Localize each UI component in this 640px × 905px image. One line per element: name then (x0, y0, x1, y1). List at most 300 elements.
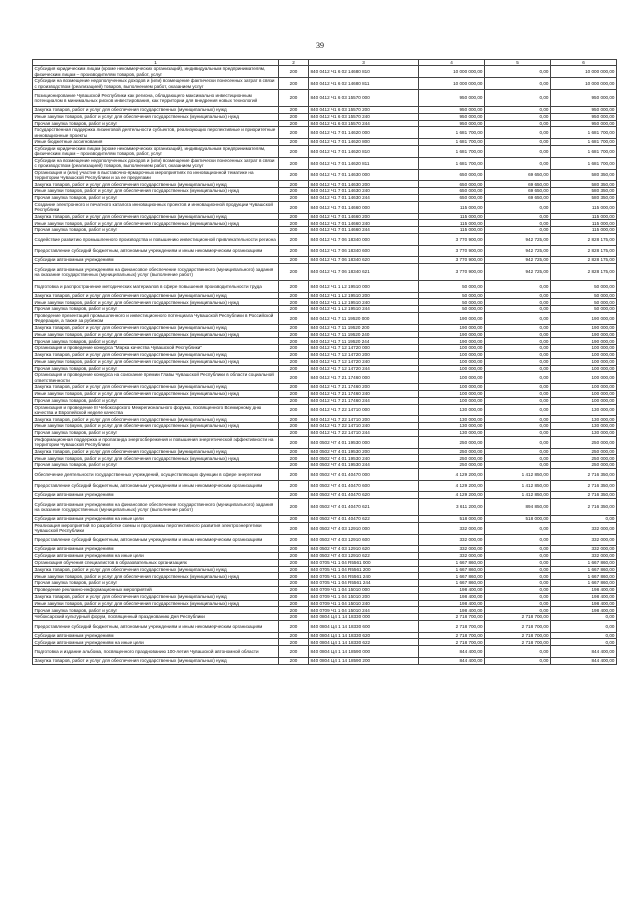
row-code: 200 (279, 492, 309, 499)
row-description: Закупка товаров, работ и услуг для обеспечения государственных (муниципальных) нужд (33, 384, 279, 391)
row-amount-remaining: 198 400,00 (551, 607, 617, 614)
table-row (33, 245, 617, 257)
row-budget-classification: 840 0804 Ц4 1 14 18330 000 (309, 614, 419, 621)
row-description: Закупка товаров, работ и услуг для обеспечения государственных (муниципальных) нужд (33, 416, 279, 423)
table-row (33, 455, 617, 462)
row-code: 200 (279, 397, 309, 404)
row-amount-executed: 0,00 (485, 580, 551, 587)
row-description: Субсидии автономным учреждениям на иные цели (33, 553, 279, 560)
row-amount-total: 332 000,00 (419, 534, 485, 546)
row-amount-total: 1 667 860,00 (419, 559, 485, 566)
row-amount-total: 2 718 700,00 (419, 639, 485, 646)
row-budget-classification: 840 0412 Ч1 7 01 14660 240 (309, 220, 419, 227)
row-amount-executed: 0,00 (485, 227, 551, 234)
row-amount-executed: 0,00 (485, 352, 551, 359)
row-budget-classification: 840 0502 Ч7 4 03 12910 620 (309, 546, 419, 553)
row-amount-executed: 1 412 850,00 (485, 492, 551, 499)
row-budget-classification: 840 0502 Ч7 4 01 40470 600 (309, 480, 419, 492)
row-code: 200 (279, 469, 309, 481)
row-amount-remaining: 198 400,00 (551, 587, 617, 594)
table-row (33, 480, 617, 492)
row-budget-classification: 840 0412 Ч1 6 02 14680 810 (309, 66, 419, 78)
row-amount-remaining: 0,00 (551, 516, 617, 523)
row-budget-classification: 840 0412 Ч1 7 01 14620 800 (309, 139, 419, 146)
row-amount-total: 115 000,00 (419, 213, 485, 220)
table-row (33, 587, 617, 594)
table-row (33, 534, 617, 546)
row-amount-total: 332 000,00 (419, 553, 485, 560)
row-description: Субсидии автономным учреждениям на иные цели (33, 639, 279, 646)
row-budget-classification: 840 0709 Ч1 1 04 15010 244 (309, 607, 419, 614)
row-amount-remaining: 198 400,00 (551, 593, 617, 600)
row-amount-remaining: 250 000,00 (551, 462, 617, 469)
row-amount-executed: 0,00 (485, 299, 551, 306)
row-amount-executed: 0,00 (485, 66, 551, 78)
row-amount-remaining: 2 716 350,00 (551, 492, 617, 499)
row-amount-executed: 69 650,00 (485, 188, 551, 195)
row-amount-executed: 0,00 (485, 281, 551, 293)
row-description: Прочая закупка товаров, работ и услуг (33, 306, 279, 313)
row-budget-classification: 840 0412 Ч1 7 22 14710 000 (309, 404, 419, 416)
row-amount-remaining: 0,00 (551, 620, 617, 632)
row-amount-total: 844 400,00 (419, 657, 485, 664)
row-amount-total: 50 000,00 (419, 306, 485, 313)
row-description: Субсидии автономным учреждениям на финансовое обеспечение государственного (муниципального) задания на оказание государственных (муниципальных) услуг (выполнение работ) (33, 499, 279, 516)
table-row (33, 462, 617, 469)
row-description: Закупка товаров, работ и услуг для обеспечения государственных (муниципальных) нужд (33, 593, 279, 600)
column-header: 3 (309, 60, 419, 66)
row-amount-total: 4 129 200,00 (419, 480, 485, 492)
table-row (33, 469, 617, 481)
row-amount-remaining: 0,00 (551, 639, 617, 646)
row-amount-executed: 0,00 (485, 593, 551, 600)
row-code: 200 (279, 227, 309, 234)
row-amount-remaining: 1 667 860,00 (551, 580, 617, 587)
row-amount-executed: 0,00 (485, 404, 551, 416)
row-amount-remaining: 10 000 000,00 (551, 78, 617, 90)
row-amount-executed: 0,00 (485, 313, 551, 325)
row-budget-classification: 840 0412 Ч1 6 03 15570 200 (309, 107, 419, 114)
row-description: Прочая закупка товаров, работ и услуг (33, 430, 279, 437)
row-budget-classification: 840 0412 Ч1 7 01 14630 000 (309, 169, 419, 181)
row-amount-executed: 0,00 (485, 462, 551, 469)
row-amount-executed: 0,00 (485, 553, 551, 560)
row-amount-total: 190 000,00 (419, 324, 485, 331)
row-description: Закупка товаров, работ и услуг для обеспечения государственных (муниципальных) нужд (33, 324, 279, 331)
row-amount-executed: 942 725,00 (485, 264, 551, 281)
row-description: Обеспечение деятельности государственных учреждений, осуществляющих функции в сфере энергетики (33, 469, 279, 481)
row-budget-classification: 840 0804 Ц4 1 14 18330 600 (309, 620, 419, 632)
row-amount-remaining: 2 716 350,00 (551, 469, 617, 481)
row-amount-total: 1 681 700,00 (419, 139, 485, 146)
row-amount-executed: 0,00 (485, 423, 551, 430)
row-code: 200 (279, 600, 309, 607)
row-amount-remaining: 1 681 700,00 (551, 139, 617, 146)
row-budget-classification: 840 0705 Ч1 1 04 R5561 200 (309, 566, 419, 573)
row-description: Закупка товаров, работ и услуг для обеспечения государственных (муниципальных) нужд (33, 181, 279, 188)
row-amount-remaining: 10 000 000,00 (551, 66, 617, 78)
row-amount-total: 190 000,00 (419, 338, 485, 345)
row-description: Иные закупки товаров, работ и услуг для обеспечения государственных (муниципальных) нужд (33, 331, 279, 338)
row-amount-total: 130 000,00 (419, 404, 485, 416)
row-amount-remaining: 580 350,00 (551, 188, 617, 195)
table-row (33, 120, 617, 127)
row-budget-classification: 840 0502 Ч7 4 01 40470 621 (309, 499, 419, 516)
row-amount-total: 250 000,00 (419, 448, 485, 455)
row-budget-classification: 840 0502 Ч7 4 03 12910 600 (309, 534, 419, 546)
row-code: 200 (279, 522, 309, 534)
row-amount-total: 190 000,00 (419, 331, 485, 338)
row-budget-classification: 840 0412 Ч1 7 06 18340 600 (309, 245, 419, 257)
column-header: 5 (485, 60, 551, 66)
row-code: 200 (279, 423, 309, 430)
row-budget-classification: 840 0804 Ц4 1 14 18590 000 (309, 646, 419, 658)
row-amount-remaining: 844 400,00 (551, 646, 617, 658)
row-amount-total: 2 718 700,00 (419, 614, 485, 621)
row-amount-remaining: 190 000,00 (551, 313, 617, 325)
row-code: 200 (279, 639, 309, 646)
row-budget-classification: 840 0412 Ч1 7 12 14720 240 (309, 358, 419, 365)
row-amount-executed: 2 718 700,00 (485, 639, 551, 646)
row-amount-remaining: 115 000,00 (551, 227, 617, 234)
row-description: Организация обучения специалистов в образовательных организациях (33, 559, 279, 566)
budget-table (32, 59, 617, 665)
row-code: 200 (279, 480, 309, 492)
row-amount-remaining: 332 000,00 (551, 546, 617, 553)
row-description: Подготовка и распространение методических материалов в сфере повышения производительности труда (33, 281, 279, 293)
row-amount-total: 2 718 700,00 (419, 632, 485, 639)
row-amount-executed: 0,00 (485, 306, 551, 313)
row-description: Закупка товаров, работ и услуг для обеспечения государственных (муниципальных) нужд (33, 292, 279, 299)
table-row (33, 234, 617, 246)
row-amount-total: 950 000,00 (419, 120, 485, 127)
row-budget-classification: 840 0412 Ч1 7 21 17460 200 (309, 384, 419, 391)
table-row (33, 397, 617, 404)
row-amount-remaining: 580 350,00 (551, 169, 617, 181)
row-amount-total: 650 000,00 (419, 188, 485, 195)
row-amount-remaining: 332 000,00 (551, 553, 617, 560)
row-code: 200 (279, 292, 309, 299)
row-amount-total: 130 000,00 (419, 430, 485, 437)
table-row (33, 157, 617, 169)
table-row (33, 264, 617, 281)
row-amount-remaining: 190 000,00 (551, 338, 617, 345)
table-row (33, 324, 617, 331)
row-code: 200 (279, 372, 309, 384)
row-amount-remaining: 1 667 860,00 (551, 566, 617, 573)
row-amount-remaining: 115 000,00 (551, 213, 617, 220)
table-row (33, 391, 617, 398)
row-budget-classification: 840 0412 Ч1 7 11 19520 200 (309, 324, 419, 331)
row-budget-classification: 840 0412 Ч1 7 01 14630 240 (309, 188, 419, 195)
table-row (33, 292, 617, 299)
row-budget-classification: 840 0804 Ц4 1 14 18330 620 (309, 632, 419, 639)
row-budget-classification: 840 0412 Ч1 6 03 15570 240 (309, 113, 419, 120)
row-description: Субсидии автономным учреждениям (33, 632, 279, 639)
row-amount-total: 1 681 700,00 (419, 157, 485, 169)
row-description: Информационная поддержка и пропаганда энергосбережения и повышения энергетической эффективности на территории Чувашской Республики (33, 436, 279, 448)
row-code: 200 (279, 430, 309, 437)
row-budget-classification: 840 0502 Ч7 4 03 12910 000 (309, 522, 419, 534)
table-row (33, 107, 617, 114)
page-number: 39 (316, 41, 324, 50)
row-amount-executed: 0,00 (485, 146, 551, 158)
row-budget-classification: 840 0502 Ч7 4 01 19530 000 (309, 436, 419, 448)
table-row (33, 646, 617, 658)
row-amount-remaining: 100 000,00 (551, 345, 617, 352)
row-code: 200 (279, 358, 309, 365)
row-amount-executed: 0,00 (485, 139, 551, 146)
row-amount-remaining: 1 681 700,00 (551, 146, 617, 158)
row-code: 200 (279, 614, 309, 621)
row-amount-executed: 0,00 (485, 127, 551, 139)
row-budget-classification: 840 0502 Ч7 4 01 40470 622 (309, 516, 419, 523)
row-amount-executed: 518 000,00 (485, 516, 551, 523)
row-description: Предоставление субсидий бюджетным, автономным учреждениям и иным некоммерческим организациям (33, 480, 279, 492)
row-amount-remaining: 950 000,00 (551, 113, 617, 120)
row-description: Содействие развитию промышленного производства и повышению инвестиционной привлекательности региона (33, 234, 279, 246)
row-amount-total: 10 000 000,00 (419, 66, 485, 78)
row-amount-remaining: 190 000,00 (551, 324, 617, 331)
row-budget-classification: 840 0502 Ч7 4 01 19530 244 (309, 462, 419, 469)
row-amount-remaining: 950 000,00 (551, 120, 617, 127)
row-budget-classification: 840 0502 Ч7 4 03 12910 622 (309, 553, 419, 560)
row-description: Иные закупки товаров, работ и услуг для обеспечения государственных (муниципальных) нужд (33, 573, 279, 580)
row-amount-executed: 0,00 (485, 559, 551, 566)
row-budget-classification: 840 0412 Ч1 7 01 14660 200 (309, 213, 419, 220)
row-budget-classification: 840 0709 Ч1 1 04 15010 240 (309, 600, 419, 607)
table-row (33, 423, 617, 430)
row-code: 200 (279, 620, 309, 632)
table-row (33, 78, 617, 90)
row-description: Закупка товаров, работ и услуг для обеспечения государственных (муниципальных) нужд (33, 352, 279, 359)
row-code: 200 (279, 201, 309, 213)
row-budget-classification: 840 0804 Ц4 1 14 18330 622 (309, 639, 419, 646)
row-amount-total: 115 000,00 (419, 201, 485, 213)
row-description: Закупка товаров, работ и услуг для обеспечения государственных (муниципальных) нужд (33, 213, 279, 220)
row-amount-total: 100 000,00 (419, 358, 485, 365)
row-amount-total: 250 000,00 (419, 436, 485, 448)
row-description: Прочая закупка товаров, работ и услуг (33, 195, 279, 202)
table-row (33, 181, 617, 188)
row-amount-total: 2 718 700,00 (419, 620, 485, 632)
row-code: 200 (279, 324, 309, 331)
row-budget-classification: 840 0705 Ч1 1 04 R5561 000 (309, 559, 419, 566)
table-row (33, 113, 617, 120)
column-header: 6 (551, 60, 617, 66)
row-amount-executed: 894 850,00 (485, 499, 551, 516)
row-budget-classification: 840 0502 Ч7 4 01 40470 620 (309, 492, 419, 499)
row-amount-remaining: 580 350,00 (551, 195, 617, 202)
table-row (33, 404, 617, 416)
row-amount-total: 518 000,00 (419, 516, 485, 523)
row-amount-executed: 0,00 (485, 430, 551, 437)
row-description: Организация и проведение конкурса на соискание премии Главы Чувашской Республики в области социальной ответственности (33, 372, 279, 384)
row-amount-remaining: 250 000,00 (551, 448, 617, 455)
table-row (33, 614, 617, 621)
row-budget-classification: 840 0412 Ч1 7 01 14620 810 (309, 146, 419, 158)
row-amount-remaining: 0,00 (551, 632, 617, 639)
row-code: 200 (279, 313, 309, 325)
row-budget-classification: 840 0412 Ч1 7 21 17460 000 (309, 372, 419, 384)
table-row (33, 492, 617, 499)
row-amount-remaining: 50 000,00 (551, 281, 617, 293)
row-budget-classification: 840 0412 Ч1 7 01 14660 244 (309, 227, 419, 234)
row-amount-executed: 0,00 (485, 90, 551, 107)
row-amount-total: 198 400,00 (419, 593, 485, 600)
row-amount-total: 100 000,00 (419, 345, 485, 352)
row-description: Иные закупки товаров, работ и услуг для обеспечения государственных (муниципальных) нужд (33, 299, 279, 306)
row-code: 200 (279, 113, 309, 120)
table-row (33, 139, 617, 146)
row-code: 200 (279, 573, 309, 580)
row-amount-executed: 0,00 (485, 657, 551, 664)
row-description: Реализация мероприятий по разработке схемы и программы перспективного развития электроэнергетики Чувашской Республики (33, 522, 279, 534)
row-description: Прочая закупка товаров, работ и услуг (33, 365, 279, 372)
row-amount-executed: 0,00 (485, 113, 551, 120)
row-description: Прочая закупка товаров, работ и услуг (33, 338, 279, 345)
row-amount-remaining: 1 667 860,00 (551, 559, 617, 566)
column-header: 1 (33, 60, 279, 66)
table-row (33, 352, 617, 359)
table-row (33, 213, 617, 220)
row-amount-remaining: 130 000,00 (551, 423, 617, 430)
row-budget-classification: 840 0412 Ч1 7 22 14710 244 (309, 430, 419, 437)
row-description: Иные закупки товаров, работ и услуг для обеспечения государственных (муниципальных) нужд (33, 423, 279, 430)
row-amount-remaining: 130 000,00 (551, 430, 617, 437)
row-amount-executed: 0,00 (485, 331, 551, 338)
row-budget-classification: 840 0412 Ч1 7 06 18340 621 (309, 264, 419, 281)
row-amount-total: 650 000,00 (419, 181, 485, 188)
row-amount-remaining: 0,00 (551, 614, 617, 621)
row-code: 200 (279, 331, 309, 338)
row-description: Иные закупки товаров, работ и услуг для обеспечения государственных (муниципальных) нужд (33, 391, 279, 398)
row-code: 200 (279, 188, 309, 195)
row-amount-executed: 69 650,00 (485, 169, 551, 181)
row-amount-total: 100 000,00 (419, 384, 485, 391)
row-description: Прочая закупка товаров, работ и услуг (33, 227, 279, 234)
row-amount-remaining: 2 716 350,00 (551, 480, 617, 492)
row-amount-executed: 0,00 (485, 292, 551, 299)
table-row (33, 227, 617, 234)
row-amount-total: 1 681 700,00 (419, 146, 485, 158)
row-amount-remaining: 1 667 860,00 (551, 573, 617, 580)
row-code: 200 (279, 157, 309, 169)
row-description: Организация и (или) участие в выставочно-ярмарочных мероприятиях по инновационной тематике на территории Чувашской Республики и за ее пределами (33, 169, 279, 181)
row-description: Прочая закупка товаров, работ и услуг (33, 120, 279, 127)
row-description: Иные закупки товаров, работ и услуг для обеспечения государственных (муниципальных) нужд (33, 358, 279, 365)
row-description: Предоставление субсидий бюджетным, автономным учреждениям и иным некоммерческим организациям (33, 620, 279, 632)
table-row (33, 146, 617, 158)
row-amount-remaining: 100 000,00 (551, 358, 617, 365)
row-amount-remaining: 115 000,00 (551, 220, 617, 227)
row-description: Иные закупки товаров, работ и услуг для обеспечения государственных (муниципальных) нужд (33, 113, 279, 120)
row-code: 200 (279, 516, 309, 523)
row-code: 200 (279, 436, 309, 448)
row-amount-executed: 0,00 (485, 416, 551, 423)
table-row (33, 281, 617, 293)
row-amount-remaining: 2 828 175,00 (551, 257, 617, 264)
row-amount-executed: 2 718 700,00 (485, 632, 551, 639)
row-description: Прочая закупка товаров, работ и услуг (33, 462, 279, 469)
table-row (33, 338, 617, 345)
row-code: 200 (279, 365, 309, 372)
row-amount-executed: 0,00 (485, 455, 551, 462)
row-budget-classification: 840 0412 Ч1 7 12 14720 200 (309, 352, 419, 359)
row-amount-executed: 0,00 (485, 448, 551, 455)
row-amount-total: 100 000,00 (419, 397, 485, 404)
table-row (33, 593, 617, 600)
row-amount-executed: 2 718 700,00 (485, 614, 551, 621)
row-amount-total: 190 000,00 (419, 313, 485, 325)
row-code: 200 (279, 593, 309, 600)
row-budget-classification: 840 0502 Ч7 4 01 19530 200 (309, 448, 419, 455)
row-amount-total: 844 400,00 (419, 646, 485, 658)
row-amount-remaining: 1 681 700,00 (551, 127, 617, 139)
row-description: Закупка товаров, работ и услуг для обеспечения государственных (муниципальных) нужд (33, 566, 279, 573)
row-amount-total: 650 000,00 (419, 195, 485, 202)
row-code: 200 (279, 345, 309, 352)
row-code: 200 (279, 566, 309, 573)
row-code: 200 (279, 257, 309, 264)
row-amount-total: 100 000,00 (419, 365, 485, 372)
row-description: Субсидии автономным учреждениям (33, 546, 279, 553)
row-description: Субсидии на возмещение недополученных доходов и (или) возмещение фактически понесенных затрат в связи с производством (реализацией) товаров, выполнением работ, оказанием услуг (33, 157, 279, 169)
row-amount-remaining: 332 000,00 (551, 522, 617, 534)
table-row (33, 573, 617, 580)
row-amount-total: 332 000,00 (419, 546, 485, 553)
row-amount-total: 250 000,00 (419, 455, 485, 462)
row-amount-remaining: 50 000,00 (551, 306, 617, 313)
row-amount-executed: 0,00 (485, 201, 551, 213)
row-amount-total: 130 000,00 (419, 423, 485, 430)
row-code: 200 (279, 195, 309, 202)
table-row (33, 499, 617, 516)
row-amount-remaining: 332 000,00 (551, 534, 617, 546)
column-header: 4 (419, 60, 485, 66)
table-row (33, 372, 617, 384)
row-code: 200 (279, 499, 309, 516)
table-row (33, 220, 617, 227)
row-code: 200 (279, 657, 309, 664)
row-budget-classification: 840 0412 Ч1 1 L2 19510 200 (309, 292, 419, 299)
row-description: Субсидии автономным учреждениям на финансовое обеспечение государственного (муниципального) задания на оказание государственных (муниципальных) услуг (выполнение работ) (33, 264, 279, 281)
row-amount-remaining: 130 000,00 (551, 404, 617, 416)
row-amount-total: 115 000,00 (419, 227, 485, 234)
row-amount-executed: 0,00 (485, 78, 551, 90)
row-amount-executed: 0,00 (485, 607, 551, 614)
row-amount-executed: 1 412 850,00 (485, 480, 551, 492)
row-description: Чебоксарский культурный форум, посвященный празднованию Дня Республики (33, 614, 279, 621)
row-code: 200 (279, 127, 309, 139)
row-description: Организация и проведение конкурса "Марка качества Чувашской Республики" (33, 345, 279, 352)
row-amount-total: 3 770 900,00 (419, 264, 485, 281)
table-row (33, 331, 617, 338)
row-amount-remaining: 2 716 350,00 (551, 499, 617, 516)
table-row (33, 566, 617, 573)
table-row (33, 559, 617, 566)
row-code: 200 (279, 213, 309, 220)
row-description: Субсидии автономным учреждениям (33, 492, 279, 499)
table-row (33, 313, 617, 325)
row-amount-executed: 0,00 (485, 522, 551, 534)
row-code: 200 (279, 553, 309, 560)
row-description: Иные закупки товаров, работ и услуг для обеспечения государственных (муниципальных) нужд (33, 455, 279, 462)
row-budget-classification: 840 0412 Ч1 7 01 14660 000 (309, 201, 419, 213)
row-amount-executed: 0,00 (485, 646, 551, 658)
row-amount-executed: 0,00 (485, 391, 551, 398)
row-budget-classification: 840 0412 Ч1 7 12 14720 000 (309, 345, 419, 352)
